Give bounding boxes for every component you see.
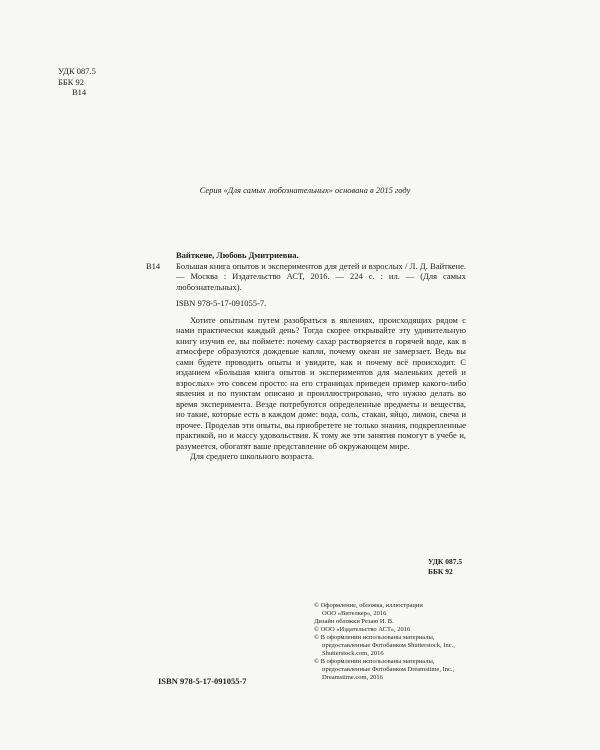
copyright-line: © В оформлении использованы материалы,: [314, 658, 435, 665]
catalog-code: В14: [146, 260, 161, 271]
classification-block-top: [58, 66, 96, 98]
catalog-record: [146, 250, 466, 462]
udk-code: УДК 087.5: [58, 66, 96, 76]
copyright-line: Dreamstime.com, 2016: [322, 674, 383, 681]
copyright-line: Shutterstock.com, 2016: [322, 650, 384, 657]
bbk-code-bottom: ББК 92: [428, 566, 453, 576]
classification-block-bottom: [428, 557, 462, 576]
copyright-block: [314, 602, 474, 682]
copyright-line: предоставленные Фотобанком Shutterstock, Inc.,: [322, 642, 455, 649]
series-note: Серия «Для самых любознательных» основана в 2015 году: [199, 185, 411, 195]
catalog-description: Большая книга опытов и экспериментов для детей и взрослых / Л. Д. Вайткене. — Москва : Издательство АСТ, 2016. — 224 с. : ил. — (Для самых любознательных).: [176, 260, 466, 292]
bbk-code: ББК 92: [58, 76, 85, 87]
catalog-annotation: Хотите опытным путем разобраться в явлениях, происходящих рядом с нами практически каждый день? Тогда скорее открывайте эту удивительную книгу изучив ее, вы поймете: почему сахар растворяется в горячей воде, как в атмосфере образуются дождевые капли, почему океан не замерзает. Ведь вы сами будете проводить опыты и увидите, как и почему всё происходит. С изданием «Большая книга опытов и экспериментов для маленьких детей и взрослых» это совсем просто: на его страницах приведен пример какого-либо явления и по пунктам описано и проиллюстрировано, что нужно делать во время эксперимента. Везде потребуются определенные предметы и вещества, но такие, которые есть в каждом доме: вода, соль, стакан, яйцо, лимон, свеча и прочее. Проделав эти опыты, вы приобретете не только знания, подкрепленные практикой, но и массу удовольствия. К тому же эти занятия помогут в учебе и, разумеется, обогатят ваше представление об окружающем мире.: [176, 314, 466, 451]
udk-code-bottom: УДК 087.5: [428, 557, 463, 566]
copyright-line: © ООО «Издательство АСТ», 2016: [314, 626, 411, 633]
catalog-annotation-block: [146, 315, 466, 462]
copyright-line: © Оформление, обложка, иллюстрации: [314, 602, 423, 609]
catalog-isbn: ISBN 978-5-17-091055-7.: [176, 298, 267, 308]
copyright-line: предоставленные Фотобанком Dreamstime, Inc.,: [322, 666, 455, 673]
isbn-bottom: ISBN 978-5-17-091055-7: [158, 676, 247, 686]
catalog-audience: Для среднего школьного возраста.: [190, 451, 315, 461]
author-sign: В14: [72, 87, 87, 97]
copyright-line: © В оформлении использованы материалы,: [314, 634, 435, 641]
copyright-line: Дизайн обложки Резаю И. В.: [314, 618, 394, 625]
catalog-author: Вайткене, Любовь Дмитриевна.: [176, 250, 299, 260]
copyright-line: ООО «Вителкер», 2016: [322, 610, 387, 617]
